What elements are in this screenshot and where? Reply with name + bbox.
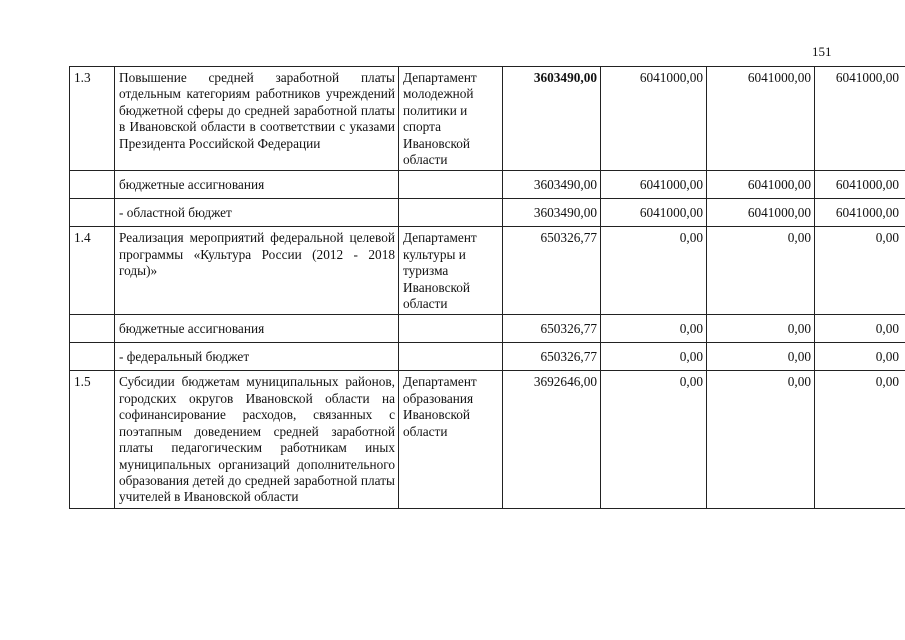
page-number: 151 [812,44,832,59]
table-row [70,67,905,171]
table-row [70,343,905,371]
department-cell [399,371,503,508]
value-year-2: 0,00 [601,371,707,508]
department-word: культуры и [403,246,466,262]
department-cell-empty [399,315,503,343]
department-cell [399,67,503,171]
measure-description: бюджетные ассигнования [115,315,399,343]
row-number: 1.3 [70,67,115,171]
department-cell-empty [399,199,503,227]
table-row [70,171,905,199]
value-year-1: 3692646,00 [503,371,601,508]
value-year-1: 650326,77 [503,343,601,371]
department-line: Департамент [403,70,477,85]
measure-description: Реализация мероприятий федеральной целевой программы «Культура России (2012 - 2018 годы)» [115,227,399,315]
value-year-2: 0,00 [601,315,707,343]
value-year-2: 0,00 [601,227,707,315]
row-number-empty [70,171,115,199]
department-line: Ивановской [403,135,471,151]
measure-description: бюджетные ассигнования [115,171,399,199]
department-line: туризма [403,263,449,279]
value-year-3: 6041000,00 [707,171,815,199]
table-row [70,315,905,343]
department-line: Департамент [403,374,477,390]
value-year-4: 0,00 [815,371,905,508]
row-number: 1.5 [70,371,115,508]
department-cell-empty [399,343,503,371]
measure-description: - областной бюджет [115,199,399,227]
value-year-4: 6041000,00 [815,171,905,199]
department-line: образования [403,390,474,406]
department-line: Департамент [403,230,477,246]
value-year-1: 3603490,00 [503,67,601,171]
department-cell [399,227,503,315]
department-line [403,247,499,263]
value-year-1: 650326,77 [503,315,601,343]
table-row [70,227,905,315]
department-line: Ивановской [403,279,471,295]
value-year-2: 6041000,00 [601,199,707,227]
table-row [70,371,905,508]
row-number: 1.4 [70,227,115,315]
value-year-1: 3603490,00 [503,199,601,227]
department-line: области [403,296,448,312]
value-year-3: 0,00 [707,227,815,315]
measure-description: Повышение средней заработной платы отдельным категориям работников учреждений бюджетной сферы до средней заработной платы в Ивановской области в соответствии с указами Президента Российской Федерации [115,67,399,171]
row-number-empty [70,315,115,343]
value-year-4: 0,00 [815,227,905,315]
value-year-3: 6041000,00 [707,199,815,227]
department-line: молодежной [403,86,474,102]
value-year-2: 0,00 [601,343,707,371]
row-number-empty [70,199,115,227]
measure-description: Субсидии бюджетам муниципальных районов, городских округов Ивановской области на софинансирование расходов, связанных с поэтапным доведением средней заработной платы педагогическим работникам иных муниципальных организаций дополнительного образования детей до средней заработной платы учителей в Ивановской области [115,371,399,508]
department-line: области [403,152,448,168]
department-line: Ивановской [403,407,471,423]
row-number-empty [70,343,115,371]
value-year-2: 6041000,00 [601,171,707,199]
value-year-3: 0,00 [707,371,815,508]
budget-table [69,66,905,509]
department-line: политики и [403,102,468,118]
measure-description: - федеральный бюджет [115,343,399,371]
value-year-4: 6041000,00 [815,199,905,227]
value-year-3: 0,00 [707,343,815,371]
value-year-3: 0,00 [707,315,815,343]
value-year-4: 0,00 [815,315,905,343]
value-year-1: 650326,77 [503,227,601,315]
department-line: области [403,423,448,439]
value-year-2: 6041000,00 [601,67,707,171]
table-row [70,199,905,227]
value-year-4: 0,00 [815,343,905,371]
department-cell-empty [399,171,503,199]
department-line: спорта [403,119,442,135]
value-year-1: 3603490,00 [503,171,601,199]
value-year-3: 6041000,00 [707,67,815,171]
value-year-4: 6041000,00 [815,67,905,171]
